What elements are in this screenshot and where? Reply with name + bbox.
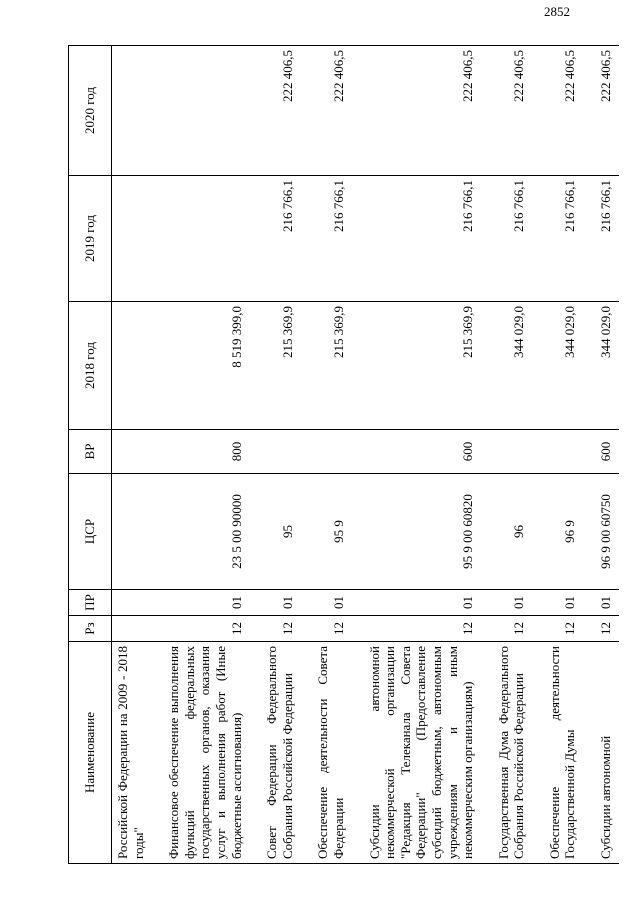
- row-rz: 12: [163, 616, 249, 642]
- row-pr: 01: [544, 590, 583, 616]
- row-csr: 95: [261, 474, 300, 590]
- table-row: [312, 46, 351, 864]
- row-2020: [112, 46, 152, 176]
- row-pr: 01: [163, 590, 249, 616]
- table-row-spacer: [151, 46, 163, 864]
- row-csr: 96 9: [544, 474, 583, 590]
- table-row-spacer: [352, 46, 364, 864]
- row-name: Субсидии автономной: [595, 642, 619, 864]
- table-row-spacer: [583, 46, 595, 864]
- row-pr: 01: [364, 590, 481, 616]
- row-pr: 01: [595, 590, 619, 616]
- row-csr: 96 9 00 60750: [595, 474, 619, 590]
- table-row-spacer: [481, 46, 493, 864]
- budget-table: [68, 45, 619, 864]
- header-2018: 2018 год: [69, 302, 112, 430]
- row-vr: [112, 430, 152, 474]
- table-header-row: [69, 46, 112, 864]
- row-2020: 222 406,5: [595, 46, 619, 176]
- table-row: [364, 46, 481, 864]
- row-2020: 222 406,5: [364, 46, 481, 176]
- row-2018: 8 519 399,0: [163, 302, 249, 430]
- table-row-spacer: [532, 46, 544, 864]
- row-vr: 600: [364, 430, 481, 474]
- row-name: Государственная Дума Федерального Собрания Российской Федерации: [493, 642, 532, 864]
- row-name: Обеспечение деятельности Совета Федерации: [312, 642, 351, 864]
- row-2018: 215 369,9: [261, 302, 300, 430]
- row-2018: [112, 302, 152, 430]
- table-row: [163, 46, 249, 864]
- row-2019: 216 766,1: [261, 176, 300, 302]
- row-vr: 800: [163, 430, 249, 474]
- row-2018: 344 029,0: [595, 302, 619, 430]
- row-vr: [261, 430, 300, 474]
- row-name: Совет Федерации Федерального Собрания Российской Федерации: [261, 642, 300, 864]
- row-2019: 216 766,1: [544, 176, 583, 302]
- row-2019: [163, 176, 249, 302]
- header-2020: 2020 год: [69, 46, 112, 176]
- row-2019: 216 766,1: [493, 176, 532, 302]
- row-pr: 01: [261, 590, 300, 616]
- row-pr: 01: [312, 590, 351, 616]
- table-row: [595, 46, 619, 864]
- header-rz: Рз: [69, 616, 112, 642]
- page-number: 2852: [544, 4, 570, 19]
- table-row: [493, 46, 532, 864]
- row-2018: 344 029,0: [493, 302, 532, 430]
- row-rz: 12: [544, 616, 583, 642]
- row-2018: 215 369,9: [312, 302, 351, 430]
- row-pr: 01: [493, 590, 532, 616]
- row-vr: [312, 430, 351, 474]
- header-csr: ЦСР: [69, 474, 112, 590]
- row-vr: [544, 430, 583, 474]
- row-2020: 222 406,5: [312, 46, 351, 176]
- row-rz: 12: [364, 616, 481, 642]
- row-rz: 12: [261, 616, 300, 642]
- row-2019: [112, 176, 152, 302]
- table-row-spacer: [300, 46, 312, 864]
- row-csr: [112, 474, 152, 590]
- row-2019: 216 766,1: [595, 176, 619, 302]
- row-name: Обеспечение деятельности Государственной Думы: [544, 642, 583, 864]
- row-csr: 95 9: [312, 474, 351, 590]
- row-2020: [163, 46, 249, 176]
- table-row: [544, 46, 583, 864]
- header-pr: ПР: [69, 590, 112, 616]
- row-pr: [112, 590, 152, 616]
- row-rz: 12: [493, 616, 532, 642]
- row-rz: 12: [312, 616, 351, 642]
- row-vr: 600: [595, 430, 619, 474]
- table-row-spacer: [249, 46, 261, 864]
- header-2019: 2019 год: [69, 176, 112, 302]
- row-vr: [493, 430, 532, 474]
- row-name: Российской Федерации на 2009 - 2018 годы": [112, 642, 152, 864]
- row-rz: [112, 616, 152, 642]
- row-csr: 95 9 00 60820: [364, 474, 481, 590]
- row-name: Финансовое обеспечение выполнения функций федеральных государственных органов, оказания услуг и выполнения работ (Иные бюджетные ассигнования): [163, 642, 249, 864]
- row-2020: 222 406,5: [544, 46, 583, 176]
- row-2019: 216 766,1: [364, 176, 481, 302]
- table-row: [112, 46, 152, 864]
- row-2018: 215 369,9: [364, 302, 481, 430]
- row-csr: 96: [493, 474, 532, 590]
- table-row: [261, 46, 300, 864]
- header-name: Наименование: [69, 642, 112, 864]
- row-2020: 222 406,5: [493, 46, 532, 176]
- rotated-table-container: [68, 46, 614, 864]
- row-csr: 23 5 00 90000: [163, 474, 249, 590]
- row-2020: 222 406,5: [261, 46, 300, 176]
- row-name: Субсидии автономной некоммерческой организации "Редакция Телеканала Совета Федерации" (Предоставление субсидий бюджетным, автономным учреждениям и иным некоммерческим организациям): [364, 642, 481, 864]
- row-rz: 12: [595, 616, 619, 642]
- header-vr: ВР: [69, 430, 112, 474]
- row-2018: 344 029,0: [544, 302, 583, 430]
- row-2019: 216 766,1: [312, 176, 351, 302]
